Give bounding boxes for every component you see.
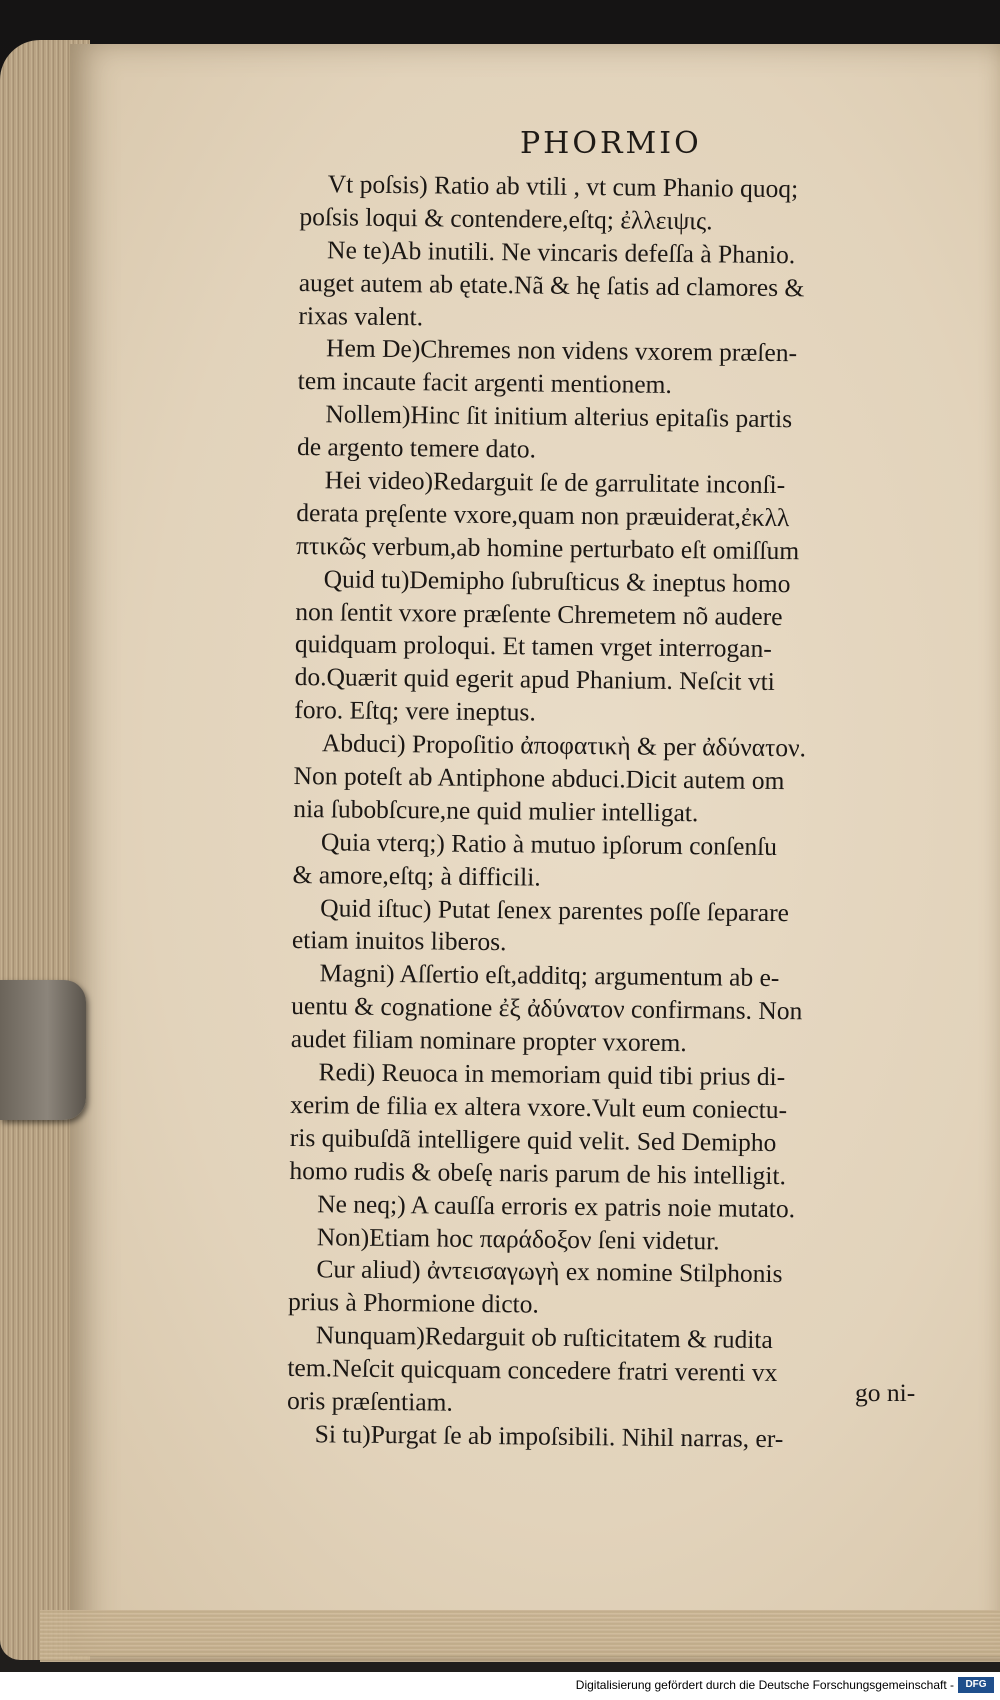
digitization-footer [0, 1672, 1000, 1700]
text-line: Non poteſt ab Antiphone abduci.Dicit autem om [293, 760, 785, 796]
text-line: Si tu)Purgat ſe ab impoſsibili. Nihil narras, er- [314, 1419, 784, 1453]
page-bottom-edges [40, 1610, 1000, 1662]
text-line: poſsis loqui & contendere,eſtq; ἐλλειψις. [299, 201, 713, 236]
text-line: foro. Eſtq; vere ineptus. [294, 695, 536, 727]
text-line: de argento temere dato. [296, 432, 537, 464]
text-line: Abduci) Propoſitio ἀποφατικὴ & per ἀδύνατον. [321, 728, 807, 763]
text-line: Hem De)Chremes non videns vxorem præſen- [325, 333, 798, 368]
text-line: Quid iſtuc) Putat ſenex parentes poſſe ſeparare [320, 892, 790, 927]
text-line: & amore,eſtq; à difficili. [292, 859, 541, 892]
text-line: rixas valent. [298, 300, 424, 331]
body-text [287, 168, 940, 1457]
catchword: go ni- [855, 1378, 916, 1407]
text-line: Quia vterq;) Ratio à mutuo ipſorum conſenſu [320, 827, 778, 861]
text-line: prius à Phormione dicto. [287, 1287, 539, 1319]
text-line: Hei video)Redarguit ſe de garrulitate inconſi- [324, 465, 786, 500]
text-line: non ſentit vxore præſente Chremetem nõ audere [295, 596, 783, 631]
text-line: nia ſubobſcure,ne quid mulier intelligat. [293, 793, 699, 828]
text-line: etiam inuitos liberos. [291, 925, 507, 957]
text-line: Magni) Aſſertio eſt,additq; argumentum ab e- [319, 958, 780, 993]
text-line: auget autem ab ętate.Nã & hę ſatis ad clamores & [298, 267, 805, 302]
dfg-logo[interactable]: DFG [958, 1677, 994, 1693]
text-line: quidquam proloqui. Et tamen vrget interrogan- [294, 629, 772, 664]
book-clasp [0, 980, 86, 1120]
text-line: Redi) Reuoca in memoriam quid tibi prius di- [318, 1057, 786, 1092]
text-line: Nunquam)Redarguit ob ruſticitatem & rudita [315, 1320, 773, 1355]
text-line: tem.Neſcit quicquam concedere fratri verenti vx [287, 1352, 778, 1388]
text-line: Non)Etiam hoc παράδοξον ſeni videtur. [316, 1221, 720, 1255]
text-line: ris quibuſdã intelligere quid velit. Sed Demipho [289, 1122, 777, 1157]
text-line: oris præſentiam. [286, 1385, 453, 1417]
text-line: homo rudis & obeſę naris parum de his intelligit. [289, 1155, 787, 1190]
text-line: Nollem)Hinc ſit initium alterius epitaſis partis [325, 399, 793, 434]
text-line: Vt poſsis) Ratio ab vtili , vt cum Phanio quoq; [327, 169, 799, 204]
text-line: Quid tu)Demipho ſubruſticus & ineptus homo [323, 563, 791, 598]
footer-credit: Digitalisierung gefördert durch die Deutsche Forschungsgemeinschaft - [575, 1678, 954, 1692]
text-line: Ne te)Ab inutili. Ne vincaris defeſſa à Phanio. [326, 235, 796, 269]
text-line: derata pręſente vxore,quam non præuiderat,ἐκλλ [296, 497, 790, 533]
text-line: audet filiam nominare propter vxorem. [290, 1024, 687, 1058]
text-line: Cur aliud) ἀντεισαγωγὴ ex nomine Stilphonis [316, 1254, 783, 1289]
text-line: uentu & cognatione ἐξ ἀδύνατον confirmans. Non [291, 991, 803, 1026]
running-head: PHORMIO [520, 126, 702, 161]
text-line: do.Quærit quid egerit apud Phanium. Neſcit vti [294, 662, 775, 697]
text-line: xerim de filia ex altera vxore.Vult eum coniectu- [290, 1089, 788, 1125]
text-line: Ne neq;) A cauſſa erroris ex patris noie mutato. [317, 1188, 796, 1223]
text-line: tem incaute facit argenti mentionem. [297, 366, 673, 400]
text-line: πτικῶς verbum,ab homine perturbato eſt omiſſum [295, 530, 800, 566]
